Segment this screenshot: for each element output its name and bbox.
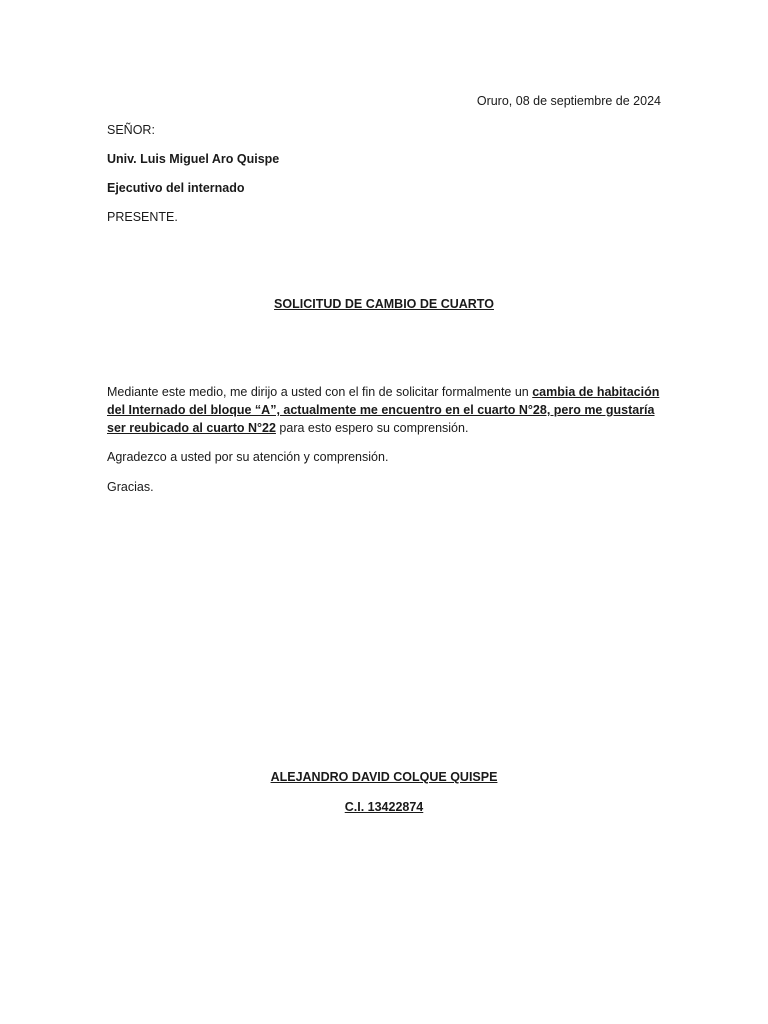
thanks-line: Agradezco a usted por su atención y comprensión.: [107, 450, 389, 464]
body-emphasis: cambia de habitación del Internado del bloque “A”, actualmente me encuentro en el cuarto N°28, pero me gustaría ser reubicado al cuarto N°22: [107, 385, 660, 435]
signature-name: ALEJANDRO DAVID COLQUE QUISPE: [270, 770, 498, 784]
body-outro: para esto espero su comprensión.: [275, 421, 469, 435]
signature-ci: C.I. 13422874: [344, 800, 424, 814]
recipient-role: Ejecutivo del internado: [107, 181, 245, 195]
presente-line: PRESENTE.: [107, 210, 178, 224]
body-intro: Mediante este medio, me dirijo a usted con el fin de solicitar formalmente un: [107, 385, 533, 399]
letter-date: Oruro, 08 de septiembre de 2024: [476, 94, 661, 108]
letter-subject: SOLICITUD DE CAMBIO DE CUARTO: [274, 297, 494, 311]
recipient-name: Univ. Luis Miguel Aro Quispe: [107, 152, 280, 166]
salutation: SEÑOR:: [107, 123, 155, 137]
closing-line: Gracias.: [107, 480, 154, 494]
body-paragraph: [107, 383, 662, 437]
